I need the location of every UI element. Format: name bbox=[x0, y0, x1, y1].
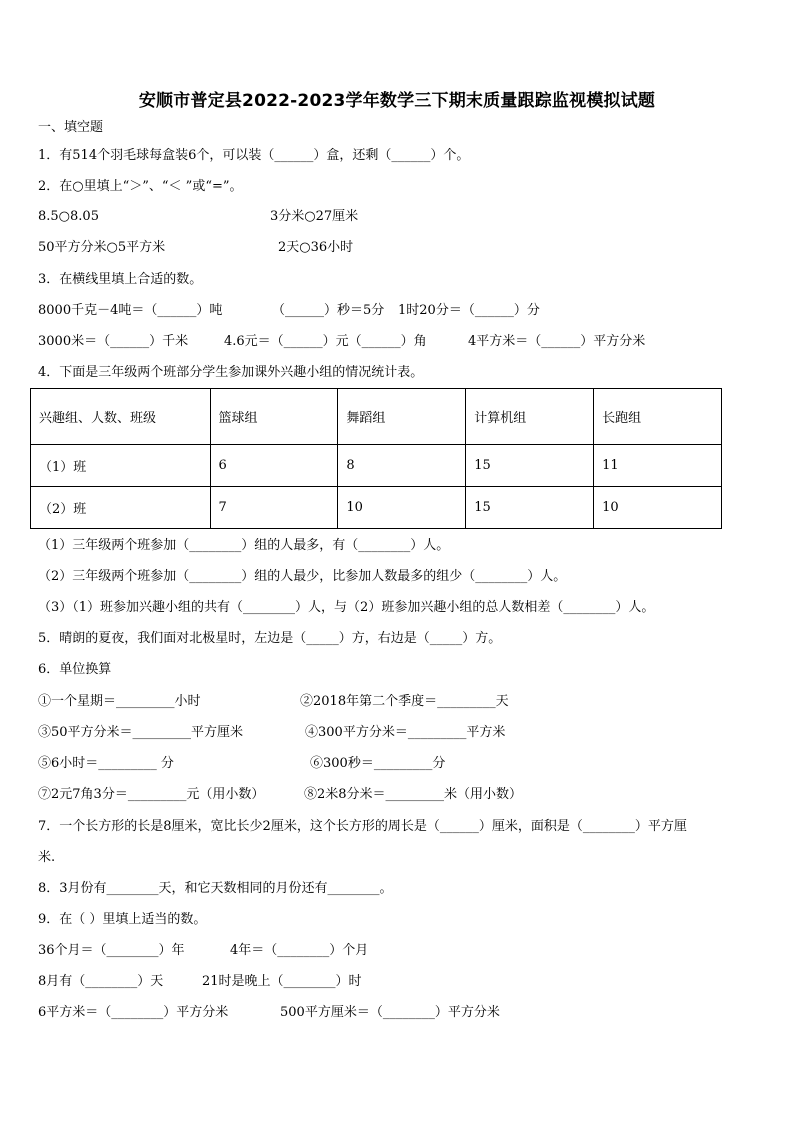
q9-item-6: 500平方厘米＝（________）平方分米 bbox=[280, 1005, 500, 1020]
table-cell: （2）班 bbox=[31, 487, 211, 529]
q2-item-1: 8.5○8.05 bbox=[38, 209, 99, 224]
q6-item-7: ⑦2元7角3分＝_________元（用小数） bbox=[38, 787, 265, 802]
q6-item-5: ⑤6小时＝_________ 分 bbox=[38, 756, 174, 771]
question-2: 2．在○里填上“＞”、“＜ ”或“=”。 bbox=[38, 179, 243, 194]
q6-item-3: ③50平方分米＝_________平方厘米 bbox=[38, 725, 244, 740]
q9-item-4: 21时是晚上（________）时 bbox=[202, 974, 362, 989]
q3-item-5: 4.6元＝（______）元（______）角 bbox=[224, 334, 427, 349]
table-header-cell: 长跑组 bbox=[594, 389, 722, 445]
table-cell: 10 bbox=[594, 487, 722, 529]
table-header-cell: 篮球组 bbox=[210, 389, 338, 445]
q6-item-1: ①一个星期＝_________小时 bbox=[38, 694, 201, 709]
table-cell: 7 bbox=[210, 487, 338, 529]
question-7: 7．一个长方形的长是8厘米，宽比长少2厘米，这个长方形的周长是（______）厘米，面积是（________）平方厘 bbox=[38, 819, 687, 834]
question-9: 9．在（ ）里填上适当的数。 bbox=[38, 912, 207, 927]
q9-item-5: 6平方米＝（________）平方分米 bbox=[38, 1005, 229, 1020]
table-cell: 15 bbox=[466, 487, 594, 529]
q2-item-3: 50平方分米○5平方米 bbox=[38, 240, 166, 255]
q3-item-3: 1时20分＝（______）分 bbox=[398, 303, 540, 318]
question-5: 5．晴朗的夏夜，我们面对北极星时，左边是（_____）方，右边是（_____）方。 bbox=[38, 631, 502, 646]
q4-sub-1: （1）三年级两个班参加（________）组的人最多，有（________）人。 bbox=[38, 538, 450, 553]
q6-item-8: ⑧2米8分米＝_________米（用小数） bbox=[304, 787, 523, 802]
q6-item-2: ②2018年第二个季度＝_________天 bbox=[300, 694, 509, 709]
page-title: 安顺市普定县2022-2023学年数学三下期末质量跟踪监视模拟试题 bbox=[138, 91, 656, 111]
question-8: 8．3月份有________天，和它天数相同的月份还有________。 bbox=[38, 881, 393, 896]
question-1: 1．有514个羽毛球每盒装6个，可以装（______）盒，还剩（______）个。 bbox=[38, 148, 470, 163]
q3-item-6: 4平方米＝（______）平方分米 bbox=[468, 334, 646, 349]
q9-item-2: 4年＝（________）个月 bbox=[230, 943, 369, 958]
table-header-cell: 计算机组 bbox=[466, 389, 594, 445]
table-cell: 15 bbox=[466, 445, 594, 487]
table-header-cell: 舞蹈组 bbox=[338, 389, 466, 445]
stats-table bbox=[30, 388, 722, 529]
table-header-cell: 兴趣组、人数、班级 bbox=[31, 389, 211, 445]
table-cell: 11 bbox=[594, 445, 722, 487]
question-6: 6．单位换算 bbox=[38, 662, 112, 677]
table-row bbox=[31, 445, 722, 487]
section-heading: 一、填空题 bbox=[38, 120, 104, 135]
q3-item-1: 8000千克－4吨＝（______）吨 bbox=[38, 303, 223, 318]
q2-item-2: 3分米○27厘米 bbox=[270, 209, 359, 224]
table-cell: 10 bbox=[338, 487, 466, 529]
q6-item-4: ④300平方分米＝_________平方米 bbox=[305, 725, 506, 740]
table-cell: （1）班 bbox=[31, 445, 211, 487]
question-7-cont: 米. bbox=[38, 850, 56, 865]
q4-sub-3: （3）（1）班参加兴趣小组的共有（________）人，与（2）班参加兴趣小组的总人数相差（________）人。 bbox=[38, 600, 655, 615]
q4-sub-2: （2）三年级两个班参加（________）组的人最少，比参加人数最多的组少（________）人。 bbox=[38, 569, 567, 584]
q3-item-2: （______）秒＝5分 bbox=[272, 303, 385, 318]
question-3: 3．在横线里填上合适的数。 bbox=[38, 272, 203, 287]
q2-item-4: 2天○36小时 bbox=[278, 240, 354, 255]
table-row bbox=[31, 487, 722, 529]
q6-item-6: ⑥300秒＝_________分 bbox=[310, 756, 446, 771]
q9-item-1: 36个月＝（________）年 bbox=[38, 943, 185, 958]
table-cell: 6 bbox=[210, 445, 338, 487]
question-4: 4．下面是三年级两个班部分学生参加课外兴趣小组的情况统计表。 bbox=[38, 365, 424, 380]
q3-item-4: 3000米＝（______）千米 bbox=[38, 334, 189, 349]
table-header-row bbox=[31, 389, 722, 445]
q9-item-3: 8月有（________）天 bbox=[38, 974, 164, 989]
table-cell: 8 bbox=[338, 445, 466, 487]
